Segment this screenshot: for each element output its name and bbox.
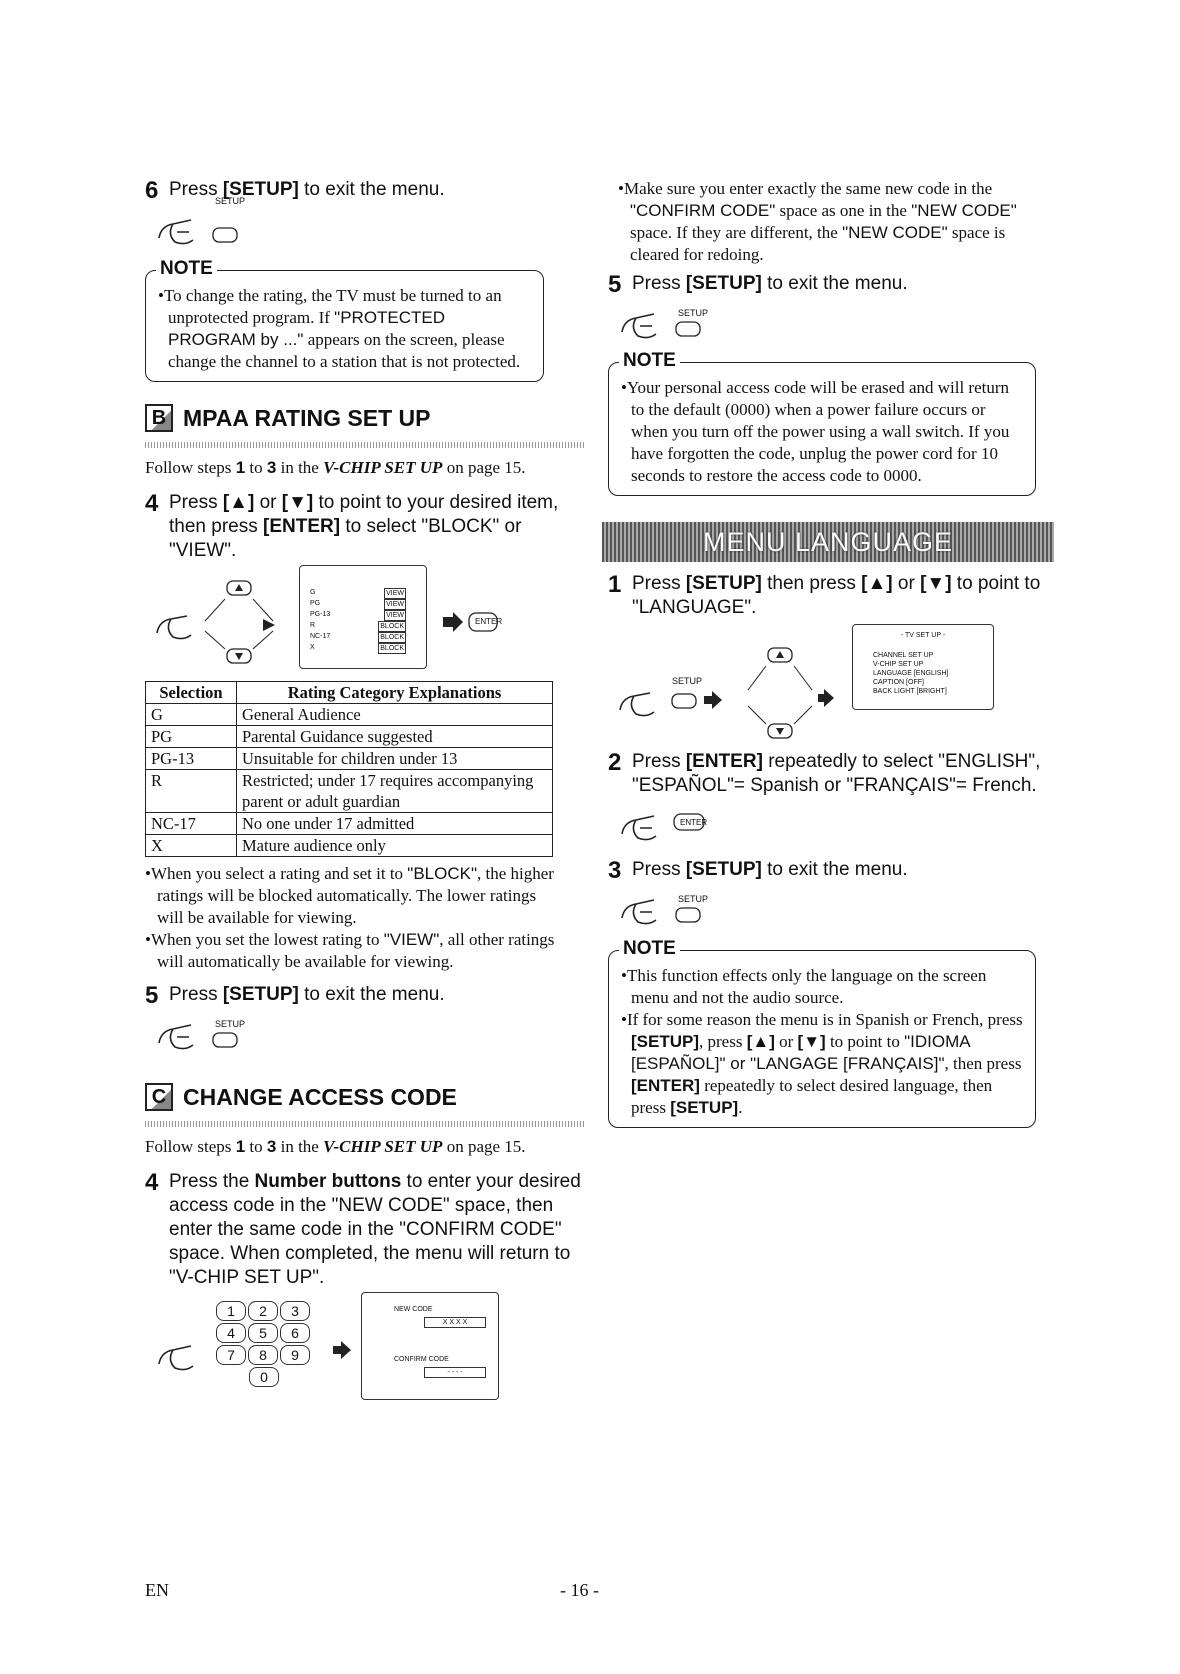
- note-text-c: appears on the screen, please change the channel to a station that is not protected.: [168, 330, 521, 371]
- rating-screen-row: [310, 632, 406, 643]
- step-number: 2: [608, 749, 622, 776]
- follow-to: to: [245, 1137, 267, 1156]
- b-g: space is cleared for redoing.: [630, 223, 1006, 264]
- rating-explanation-cell: Mature audience only: [237, 835, 553, 857]
- note-bullet-1: • This function effects only the language on the screen menu and not the audio source.: [621, 965, 1025, 1009]
- step-text: [169, 983, 585, 1009]
- t2: to exit the menu.: [298, 984, 445, 1005]
- enter-key-ref: [ENTER]: [263, 516, 341, 537]
- table-row: [146, 704, 553, 726]
- n-f: , then press: [944, 1054, 1022, 1073]
- t1: Press: [632, 751, 686, 772]
- b-f: "NEW CODE": [842, 223, 948, 242]
- rating-code-cell: NC-17: [146, 813, 237, 835]
- n-k5: [SETUP]: [670, 1098, 739, 1117]
- n-k3: [▼]: [797, 1032, 826, 1051]
- note-label: NOTE: [619, 350, 680, 372]
- t1: Press: [632, 859, 686, 880]
- t2: repeatedly to select "ENGLISH", "ESPAÑOL"= Spanish or "FRANÇAIS"= French.: [632, 751, 1041, 796]
- step-text: [632, 750, 1053, 798]
- setup-button-label: SETUP: [678, 308, 709, 318]
- number-key-5: 5: [248, 1323, 278, 1343]
- n-g: repeatedly to select desired language, then press: [631, 1076, 993, 1117]
- rating-code-cell: G: [146, 704, 237, 726]
- table-header-selection: Selection: [146, 682, 237, 704]
- step-4: [145, 491, 585, 563]
- bullet1-a: When you select a rating and set it to: [150, 864, 408, 883]
- divider: [145, 1121, 585, 1127]
- n-e: "IDIOMA [ESPAÑOL]" or "LANGAGE [FRANÇAIS]": [631, 1032, 970, 1073]
- t2: to exit the menu.: [761, 859, 908, 880]
- follow-post: on page 15.: [442, 458, 526, 477]
- table-row: [146, 770, 553, 813]
- up-key-ref: [▲]: [222, 492, 255, 513]
- step-text: [632, 572, 1053, 620]
- access-code-note: [608, 350, 1036, 496]
- rating-code-cell: X: [146, 835, 237, 857]
- note-bullet-2: [621, 1009, 1025, 1119]
- number-buttons-ref: Number buttons: [254, 1171, 402, 1192]
- t1: Press: [169, 984, 223, 1005]
- step-4-code: [145, 1170, 585, 1290]
- b-b: "CONFIRM CODE": [630, 201, 776, 220]
- t1: Press the: [169, 1171, 255, 1192]
- setup-press-illustration: [155, 1013, 585, 1057]
- follow-to: to: [245, 458, 267, 477]
- setup-button-label: SETUP: [672, 676, 703, 686]
- page-number: - 16 -: [560, 1580, 599, 1600]
- setup-button-label: SETUP: [215, 1019, 246, 1029]
- tv-menu-item: CHANNEL SET UP: [873, 652, 934, 659]
- follow-in: in the: [276, 1137, 324, 1156]
- rating-screen-row: [310, 599, 406, 610]
- arrow-right-icon: [331, 1338, 355, 1362]
- step-text: [632, 858, 1053, 884]
- tv-menu-item: LANGUAGE [ENGLISH]: [873, 670, 949, 677]
- follow-step3: 3: [266, 1137, 277, 1156]
- number-key-2: 2: [248, 1301, 278, 1321]
- language-illustration: [608, 626, 1053, 746]
- bullet1-c: , the higher ratings will be blocked automatically. The lower ratings will be available for viewing.: [157, 864, 554, 927]
- setup-key-ref: [SETUP]: [685, 573, 762, 594]
- bullet2-a: When you set the lowest rating to: [150, 930, 384, 949]
- n-a: If for some reason the menu is in Spanish or French, press: [626, 1010, 1023, 1029]
- step-5-right: [608, 272, 1053, 298]
- step-text-a: Press: [169, 179, 223, 200]
- step-1-language: [608, 572, 1053, 620]
- section-title: MPAA RATING SET UP: [183, 404, 431, 431]
- rating-code-cell: R: [146, 770, 237, 813]
- setup-press-illustration: [618, 888, 1053, 932]
- note-text: [158, 285, 533, 373]
- bullet-block: [145, 863, 565, 929]
- hand-arrows-icon: [145, 569, 285, 669]
- rating-screen-row: [310, 610, 406, 621]
- code-screen: [361, 1292, 499, 1400]
- language-note: [608, 938, 1036, 1128]
- follow-post: on page 15.: [442, 1137, 526, 1156]
- b-c: space as one in the: [775, 201, 912, 220]
- step-number: 4: [145, 1169, 159, 1196]
- down-key-ref: [▼]: [281, 492, 314, 513]
- table-row: [146, 748, 553, 770]
- n-b: , press: [699, 1032, 747, 1051]
- section-c-heading: [145, 1083, 585, 1111]
- note-text-b: "PROTECTED PROGRAM by ...": [168, 308, 446, 349]
- n-d: to point to: [825, 1032, 905, 1051]
- step-number: 1: [608, 571, 622, 598]
- rating-status: VIEW: [386, 612, 404, 619]
- follow-in: in the: [276, 458, 324, 477]
- rating-code: PG: [310, 600, 321, 607]
- section-letter: C: [145, 1083, 173, 1111]
- number-key-0: 0: [249, 1367, 279, 1387]
- rating-status: VIEW: [386, 601, 404, 608]
- setup-button-label: SETUP: [678, 894, 709, 904]
- rating-status: BLOCK: [380, 623, 404, 630]
- rating-code: PG-13: [310, 611, 331, 618]
- step-3-language: [608, 858, 1053, 884]
- setup-key-ref: [SETUP]: [222, 984, 299, 1005]
- t3: or: [892, 573, 921, 594]
- step-5: [145, 983, 585, 1009]
- bullet-view: [145, 929, 565, 973]
- step-number: 5: [145, 982, 159, 1009]
- number-key-8: 8: [248, 1345, 278, 1365]
- step-text: [632, 272, 1053, 298]
- rating-table-body: [146, 704, 553, 857]
- b-e: space. If they are different, the: [630, 223, 843, 242]
- setup-press-illustration: [618, 302, 1053, 346]
- follow-step3: 3: [266, 458, 277, 477]
- follow-a: Follow steps: [145, 458, 236, 477]
- code-illustration: [145, 1298, 585, 1408]
- follow-step1: 1: [235, 458, 246, 477]
- rating-explanation-cell: Unsuitable for children under 13: [237, 748, 553, 770]
- t2: to enter your desired access code in the "NEW CODE" space, then enter the same code in the "CONFIRM CODE" space. When completed, the menu will return to "V-CHIP SET UP".: [169, 1171, 581, 1288]
- footer-language: EN: [145, 1580, 169, 1600]
- new-code-value: X X X X: [424, 1317, 486, 1328]
- rating-bullets: [145, 863, 565, 973]
- enter-button-label: ENTER: [680, 818, 708, 827]
- t1: Press: [632, 573, 686, 594]
- bullet1-b: "BLOCK": [407, 864, 477, 883]
- tv-menu-item: BACK LIGHT [BRIGHT]: [873, 688, 947, 695]
- tv-menu-item: CAPTION [OFF]: [873, 679, 924, 686]
- number-key-4: 4: [216, 1323, 246, 1343]
- rating-screen-row: [310, 588, 406, 599]
- rating-status: BLOCK: [380, 634, 404, 641]
- step-number: 6: [145, 177, 159, 204]
- step-6: [145, 178, 585, 204]
- step-text-b: to exit the menu.: [298, 179, 445, 200]
- number-key-6: 6: [280, 1323, 310, 1343]
- table-header-explanations: Rating Category Explanations: [237, 682, 553, 704]
- note-text: • Your personal access code will be erased and will return to the default (0000) when a power failure occurs or when you turn off the power using a wall switch. If you have forgotten the code, unplug the power cord for 10 seconds to restore the access code to 0000.: [621, 377, 1025, 487]
- tv-setup-screen: [852, 624, 994, 710]
- number-keypad: [215, 1300, 323, 1388]
- follow-step1: 1: [235, 1137, 246, 1156]
- rating-code: R: [310, 622, 316, 629]
- n-c: or: [774, 1032, 798, 1051]
- setup-key-ref: [SETUP]: [685, 273, 762, 294]
- right-column: [608, 178, 1053, 1128]
- rating-screen-row: [310, 621, 406, 632]
- t1: Press: [632, 273, 686, 294]
- note-label: NOTE: [619, 938, 680, 960]
- t2: then press: [761, 573, 862, 594]
- menu-language-banner: MENU LANGUAGE: [602, 522, 1054, 562]
- table-row: [146, 813, 553, 835]
- up-key-ref: [▲]: [861, 573, 893, 594]
- step-text: [169, 1170, 585, 1290]
- hand-setup-arrows-icon: [608, 636, 838, 746]
- section-b-heading: [145, 404, 585, 432]
- enter-key-ref: [ENTER]: [685, 751, 763, 772]
- rating-table: [145, 681, 553, 857]
- confirm-code-bullet: [608, 178, 1053, 266]
- rating-screen-row: [310, 643, 406, 654]
- table-row: [146, 835, 553, 857]
- rating-code-cell: PG: [146, 726, 237, 748]
- enter-press-illustration: [618, 804, 1053, 848]
- confirm-code-label: CONFIRM CODE: [394, 1356, 449, 1363]
- rating-illustration: [145, 569, 585, 677]
- confirm-code-value: - - - -: [424, 1367, 486, 1378]
- rating-explanation-cell: Parental Guidance suggested: [237, 726, 553, 748]
- b-d: "NEW CODE": [911, 201, 1017, 220]
- note-box: [145, 258, 544, 382]
- b-a: Make sure you enter exactly the same new code in the: [623, 179, 993, 198]
- rating-code: X: [310, 644, 315, 651]
- follow-ref: V-CHIP SET UP: [323, 1137, 443, 1156]
- number-key-1: 1: [216, 1301, 246, 1321]
- bullet2-b: "VIEW": [383, 930, 440, 949]
- rating-code: NC-17: [310, 633, 331, 640]
- rating-code: G: [310, 589, 316, 596]
- down-key-ref: [▼]: [920, 573, 952, 594]
- t4: to point to "LANGUAGE".: [632, 573, 1041, 618]
- setup-button-label: SETUP: [215, 196, 246, 206]
- n-k1: [SETUP]: [631, 1032, 699, 1051]
- section-title: CHANGE ACCESS CODE: [183, 1083, 457, 1110]
- enter-button-label: ENTER: [475, 617, 503, 626]
- follow-ref: V-CHIP SET UP: [323, 458, 443, 477]
- follow-steps-text: [145, 1135, 585, 1158]
- rating-screen: [299, 565, 427, 669]
- n-h: .: [738, 1098, 743, 1117]
- number-key-3: 3: [280, 1301, 310, 1321]
- divider: [145, 442, 585, 448]
- step-2-language: [608, 750, 1053, 798]
- t4: to select "BLOCK" or "VIEW".: [169, 516, 522, 561]
- step-number: 3: [608, 857, 622, 884]
- rating-explanation-cell: No one under 17 admitted: [237, 813, 553, 835]
- tv-screen-items: [873, 651, 948, 696]
- rating-status: VIEW: [386, 590, 404, 597]
- note-label: NOTE: [156, 258, 217, 280]
- number-key-7: 7: [216, 1345, 246, 1365]
- step-number: 4: [145, 490, 159, 517]
- t2: to exit the menu.: [761, 273, 908, 294]
- step-text: [169, 491, 585, 563]
- n-k2: [▲]: [746, 1032, 775, 1051]
- section-letter: B: [145, 404, 173, 432]
- number-key-9: 9: [280, 1345, 310, 1365]
- t2: or: [254, 492, 282, 513]
- rating-code-cell: PG-13: [146, 748, 237, 770]
- tv-menu-item: V-CHIP SET UP: [873, 661, 924, 668]
- bullet2-c: , all other ratings will automatically be available for viewing.: [157, 930, 555, 971]
- hand-icon: [155, 208, 245, 252]
- setup-key-ref: [SETUP]: [222, 179, 299, 200]
- table-row: [146, 726, 553, 748]
- left-column: [145, 178, 585, 1408]
- hand-icon: [155, 1334, 215, 1374]
- new-code-label: NEW CODE: [394, 1306, 433, 1313]
- n-k4: [ENTER]: [631, 1076, 700, 1095]
- step-number: 5: [608, 271, 622, 298]
- rating-explanation-cell: General Audience: [237, 704, 553, 726]
- note-text-a: To change the rating, the TV must be turned to an unprotected program. If: [163, 286, 502, 327]
- rating-explanation-cell: Restricted; under 17 requires accompanying parent or adult guardian: [237, 770, 553, 813]
- t1: Press: [169, 492, 223, 513]
- t3: to point to your desired item, then press: [169, 492, 559, 537]
- setup-press-illustration: [155, 196, 585, 252]
- follow-a: Follow steps: [145, 1137, 236, 1156]
- setup-key-ref: [SETUP]: [685, 859, 762, 880]
- tv-screen-title: - TV SET UP -: [900, 632, 946, 639]
- rating-status: BLOCK: [380, 645, 404, 652]
- rating-screen-rows: [310, 588, 406, 654]
- follow-steps-text: [145, 456, 585, 479]
